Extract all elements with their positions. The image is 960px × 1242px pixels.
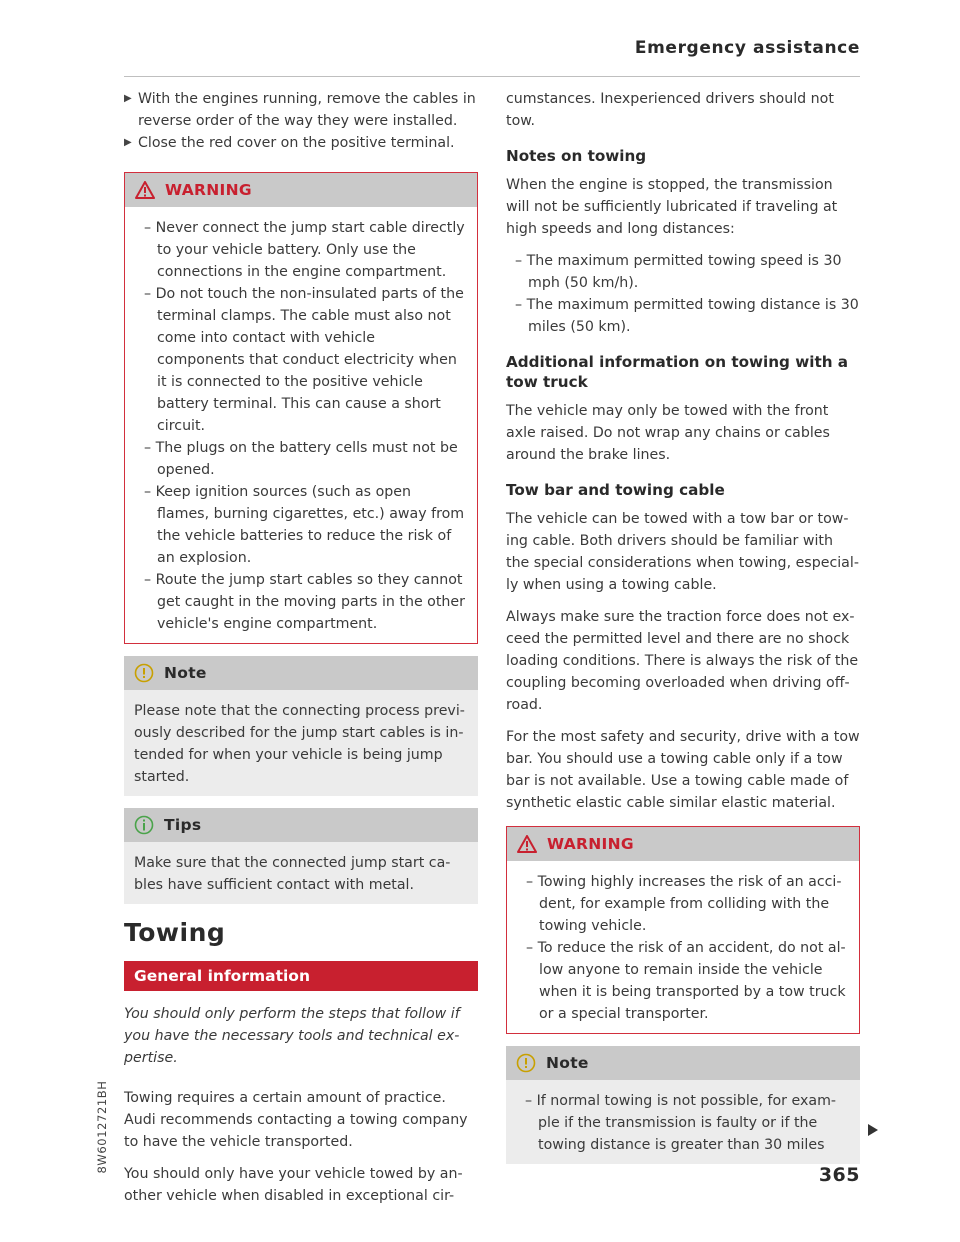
note-header — [506, 1046, 860, 1080]
paragraph: You should only have your vehicle towed by another vehicle when disabled in exceptional cir- — [124, 1166, 463, 1204]
note-header — [124, 656, 478, 690]
instruction-bullet — [124, 132, 478, 154]
note-label: Note — [164, 664, 207, 682]
bullet-triangle-icon: ▶ — [124, 137, 132, 148]
tips-label: Tips — [164, 816, 202, 834]
warning-item: – To reduce the risk of an accident, do not allow anyone to remain inside the vehicle when it is being transported by a tow truck or a special transporter. — [517, 937, 849, 1025]
warning-header — [125, 173, 477, 207]
warning-body — [507, 861, 859, 1033]
warning-item: – Route the jump start cables so they cannot get caught in the moving parts in the other vehicle's engine compartment. — [135, 569, 467, 635]
paragraph: For the most safety and security, drive with a tow bar. You should use a towing cable only if a tow bar is not available. Use a towing cable made of synthetic elastic cable similar elastic material. — [506, 729, 860, 811]
paragraph: Always make sure the traction force does not exceed the permitted level and there are no shock loading conditions. There is always the risk of the coupling becoming overloaded when driving off-road. — [506, 609, 859, 713]
warning-body — [125, 207, 477, 643]
warning-label: WARNING — [165, 181, 252, 199]
tips-body — [124, 842, 478, 904]
document-code — [82, 1072, 122, 1182]
note-item: – If normal towing is not possible, for example if the transmission is faulty or if the towing distance is greater than 30 miles — [516, 1090, 850, 1156]
document-code-text: 8W6012721BH — [95, 1080, 109, 1174]
warning-item: – Keep ignition sources (such as open flames, burning cigarettes, etc.) away from the vehicle batteries to reduce the risk of an explosion. — [135, 481, 467, 569]
subsection-bar: General information — [124, 961, 478, 991]
bullet-text: Close the red cover on the positive terminal. — [138, 135, 455, 151]
towing-limits-list — [506, 250, 860, 338]
section-title: Towing — [124, 918, 226, 947]
warning-label: WARNING — [547, 835, 634, 853]
continuation-text: cumstances. Inexperienced drivers should not tow. — [506, 91, 834, 129]
warning-box — [124, 172, 478, 644]
info-icon — [134, 815, 154, 835]
heading-tow-truck: Additional information on towing with a tow truck — [506, 353, 849, 391]
warning-triangle-icon — [135, 181, 155, 199]
list-item: – The maximum permitted towing distance is 30 miles (50 km). — [506, 294, 860, 338]
bullet-triangle-icon: ▶ — [124, 93, 132, 104]
page-number: 365 — [818, 1164, 860, 1186]
note-body — [124, 690, 478, 796]
paragraph: When the engine is stopped, the transmission will not be sufficiently lubricated if traveling at high speeds and long distances: — [506, 177, 838, 237]
warning-item: – Towing highly increases the risk of an accident, for example from colliding with the towing vehicle. — [517, 871, 849, 937]
instruction-bullets — [124, 88, 478, 154]
continue-arrow-icon — [866, 1122, 880, 1136]
left-column — [124, 88, 478, 1217]
warning-item: – Never connect the jump start cable directly to your vehicle battery. Only use the connections in the engine compartment. — [135, 217, 467, 283]
list-item: – The maximum permitted towing speed is 30 mph (50 km/h). — [506, 250, 860, 294]
heading-notes-on-towing: Notes on towing — [506, 147, 647, 165]
right-column — [506, 88, 860, 1176]
note-box — [506, 1046, 860, 1164]
note-exclamation-icon — [134, 663, 154, 683]
tips-box — [124, 808, 478, 904]
warning-triangle-icon — [517, 835, 537, 853]
note-body — [506, 1080, 860, 1164]
note-box — [124, 656, 478, 796]
intro-text: You should only perform the steps that follow if you have the necessary tools and technical expertise. — [124, 1006, 460, 1066]
header-rule — [124, 76, 860, 77]
paragraph: Towing requires a certain amount of practice. Audi recommends contacting a towing company to have the vehicle transported. — [124, 1090, 468, 1150]
note-text: Please note that the connecting process previously described for the jump start cables is intended for when your vehicle is being jump started. — [134, 703, 465, 785]
tips-header — [124, 808, 478, 842]
bullet-text: With the engines running, remove the cables in reverse order of the way they were installed. — [138, 91, 476, 129]
paragraph: The vehicle may only be towed with the front axle raised. Do not wrap any chains or cables around the brake lines. — [506, 403, 830, 463]
page-header-title: Emergency assistance — [634, 38, 860, 58]
instruction-bullet — [124, 88, 478, 132]
warning-item: – Do not touch the non-insulated parts of the terminal clamps. The cable must also not come into contact with vehicle components that conduct electricity when it is connected to the positive vehicle battery terminal. This can cause a short circuit. — [135, 283, 467, 437]
warning-item: – The plugs on the battery cells must not be opened. — [135, 437, 467, 481]
heading-tow-bar: Tow bar and towing cable — [506, 481, 725, 499]
note-exclamation-icon — [516, 1053, 536, 1073]
note-label: Note — [546, 1054, 589, 1072]
tips-text: Make sure that the connected jump start cables have sufficient contact with metal. — [134, 855, 451, 893]
warning-header — [507, 827, 859, 861]
warning-box — [506, 826, 860, 1034]
paragraph: The vehicle can be towed with a tow bar or towing cable. Both drivers should be familiar with the special considerations when towing, especially when using a towing cable. — [506, 511, 859, 593]
